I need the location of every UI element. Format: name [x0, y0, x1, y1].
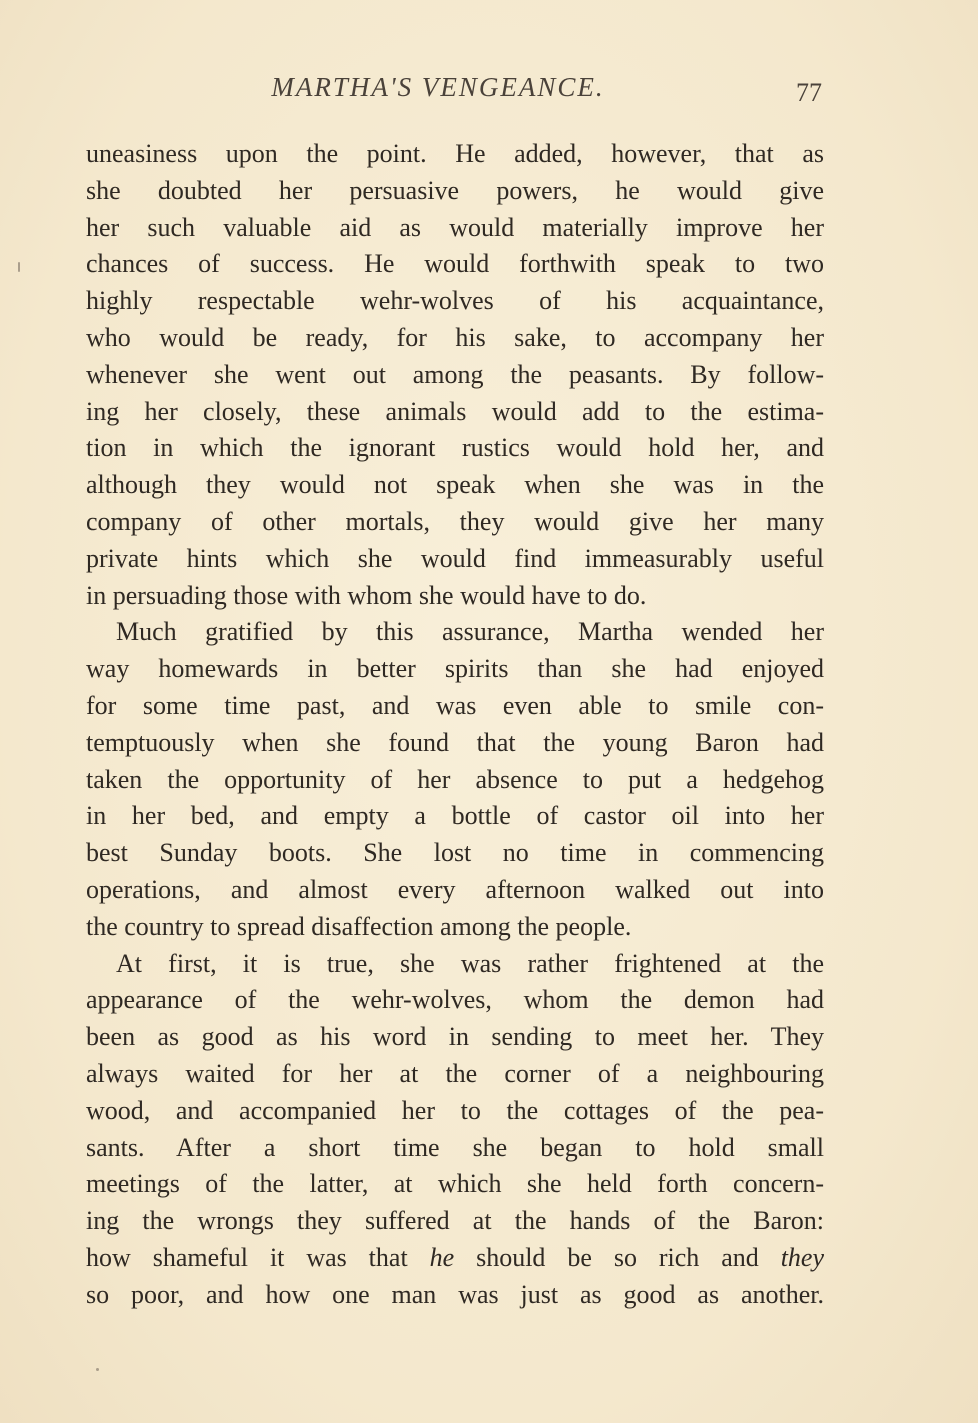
- text-line: best Sunday boots. She lost no time in commencing: [86, 838, 824, 868]
- page-number: 77: [796, 78, 822, 107]
- text-line: been as good as his word in sending to meet her. They: [86, 1022, 824, 1052]
- emphasis-they: they: [780, 1242, 825, 1272]
- text-line: way homewards in better spirits than she had enjoyed: [86, 654, 824, 684]
- text-line: At first, it is true, she was rather frightened at the: [116, 948, 824, 978]
- paragraph-3: [86, 946, 824, 1314]
- ink-speck: [18, 262, 20, 272]
- text-line: for some time past, and was even able to smile con-: [86, 690, 824, 720]
- text-line: whenever she went out among the peasants. By follow-: [86, 359, 824, 389]
- text-line: uneasiness upon the point. He added, however, that as: [86, 139, 824, 168]
- text-line: although they would not speak when she was in the: [86, 470, 824, 500]
- ink-speck: [96, 1368, 99, 1371]
- text-line: always waited for her at the corner of a neighbouring: [86, 1058, 824, 1088]
- text-line: ing the wrongs they suffered at the hands of the Baron:: [86, 1206, 824, 1236]
- text-line: wood, and accompanied her to the cottages of the pea-: [86, 1095, 824, 1125]
- text-line: the country to spread disaffection among the people.: [86, 911, 632, 941]
- paragraph-2: [86, 614, 824, 945]
- text-line: tion in which the ignorant rustics would hold her, and: [86, 433, 824, 463]
- text-line: taken the opportunity of her absence to put a hedgehog: [86, 764, 824, 794]
- text-line: temptuously when she found that the young Baron had: [86, 727, 824, 757]
- running-title: MARTHA'S VENGEANCE.: [271, 72, 605, 102]
- text-line: she doubted her persuasive powers, he would give: [86, 175, 824, 205]
- text-line: company of other mortals, they would give her many: [86, 506, 824, 536]
- paragraph-1: [86, 136, 824, 614]
- text-run: how shameful it was that: [86, 1242, 430, 1272]
- text-line-with-italics: [86, 1240, 824, 1277]
- text-line: in persuading those with whom she would have to do.: [86, 580, 647, 610]
- text-line: sants. After a short time she began to hold small: [86, 1132, 824, 1162]
- text-line: meetings of the latter, at which she held forth concern-: [86, 1169, 824, 1199]
- body-text: [86, 136, 824, 1314]
- text-line: her such valuable aid as would materially improve her: [86, 212, 824, 242]
- text-line: in her bed, and empty a bottle of castor oil into her: [86, 801, 824, 831]
- text-line: so poor, and how one man was just as good as another.: [86, 1279, 824, 1309]
- text-run: should be so rich and: [454, 1242, 781, 1272]
- text-line: appearance of the wehr-wolves, whom the demon had: [86, 985, 824, 1015]
- text-line: Much gratified by this assurance, Martha wended her: [116, 617, 824, 647]
- text-line: chances of success. He would forthwith speak to two: [86, 249, 824, 279]
- page-header: [86, 72, 826, 112]
- text-line: who would be ready, for his sake, to accompany her: [86, 322, 824, 352]
- emphasis-he: he: [429, 1242, 455, 1272]
- text-line: highly respectable wehr-wolves of his acquaintance,: [86, 286, 824, 316]
- text-line: operations, and almost every afternoon walked out into: [86, 874, 824, 904]
- text-line: ing her closely, these animals would add to the estima-: [86, 396, 824, 426]
- text-line: private hints which she would find immeasurably useful: [86, 543, 824, 573]
